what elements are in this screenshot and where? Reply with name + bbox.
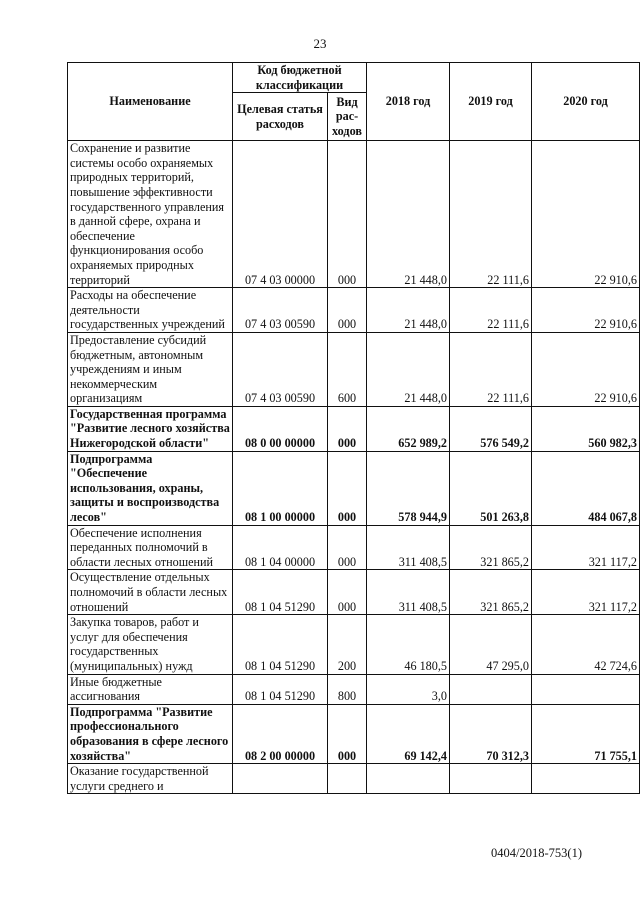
row-expense-type: 000	[328, 570, 367, 615]
header-2019: 2019 год	[450, 63, 532, 141]
row-expense-type: 000	[328, 525, 367, 570]
row-value-2020	[532, 764, 640, 794]
header-expense-type: Вид рас-ходов	[328, 93, 367, 141]
row-value-2020	[532, 674, 640, 704]
row-value-2019: 70 312,3	[450, 704, 532, 763]
table-row	[68, 525, 640, 570]
row-value-2020: 22 910,6	[532, 141, 640, 288]
page-number: 23	[313, 36, 327, 51]
row-name: Закупка товаров, работ и услуг для обеспечения государственных (муниципальных) нужд	[68, 615, 233, 674]
table-row	[68, 674, 640, 704]
row-target-code: 07 4 03 00590	[233, 332, 328, 406]
table-row	[68, 406, 640, 451]
row-expense-type: 800	[328, 674, 367, 704]
table-row	[68, 764, 640, 794]
document-id: 0404/2018-753(1)	[491, 846, 582, 860]
row-expense-type: 000	[328, 288, 367, 333]
row-value-2020: 22 910,6	[532, 332, 640, 406]
row-value-2019: 47 295,0	[450, 615, 532, 674]
row-value-2019	[450, 764, 532, 794]
row-value-2019: 501 263,8	[450, 451, 532, 525]
row-value-2018: 69 142,4	[367, 704, 450, 763]
row-target-code: 08 1 04 51290	[233, 615, 328, 674]
row-target-code: 07 4 03 00000	[233, 141, 328, 288]
table-row	[68, 615, 640, 674]
row-value-2020: 560 982,3	[532, 406, 640, 451]
row-target-code: 08 1 04 51290	[233, 570, 328, 615]
row-value-2018: 46 180,5	[367, 615, 450, 674]
row-name: Предоставление субсидий бюджетным, автономным учреждениям и иным некоммерческим организациям	[68, 332, 233, 406]
table-row	[68, 332, 640, 406]
row-value-2019: 22 111,6	[450, 141, 532, 288]
row-value-2020: 42 724,6	[532, 615, 640, 674]
header-2020: 2020 год	[532, 63, 640, 141]
header-2018: 2018 год	[367, 63, 450, 141]
row-name: Расходы на обеспечение деятельности государственных учреждений	[68, 288, 233, 333]
row-value-2018: 3,0	[367, 674, 450, 704]
row-name: Осуществление отдельных полномочий в области лесных отношений	[68, 570, 233, 615]
budget-table	[67, 62, 640, 794]
header-name: Наименование	[68, 63, 233, 141]
header-target-article: Целевая статья расходов	[233, 93, 328, 141]
row-value-2019	[450, 674, 532, 704]
row-value-2019: 22 111,6	[450, 332, 532, 406]
row-target-code	[233, 764, 328, 794]
row-target-code: 08 1 00 00000	[233, 451, 328, 525]
table-row	[68, 451, 640, 525]
row-value-2018: 21 448,0	[367, 288, 450, 333]
row-name: Сохранение и развитие системы особо охраняемых природных территорий, повышение эффективности государственного управления в данной сфере, охрана и обеспечение функционирования особо охраняемых природных территорий	[68, 141, 233, 288]
row-value-2020: 321 117,2	[532, 570, 640, 615]
row-target-code: 07 4 03 00590	[233, 288, 328, 333]
row-expense-type: 200	[328, 615, 367, 674]
table-row	[68, 288, 640, 333]
row-value-2018: 21 448,0	[367, 141, 450, 288]
row-value-2020: 71 755,1	[532, 704, 640, 763]
row-value-2018: 652 989,2	[367, 406, 450, 451]
row-expense-type: 600	[328, 332, 367, 406]
row-value-2019: 22 111,6	[450, 288, 532, 333]
row-expense-type: 000	[328, 141, 367, 288]
table-row	[68, 570, 640, 615]
row-value-2018: 578 944,9	[367, 451, 450, 525]
row-expense-type	[328, 764, 367, 794]
row-expense-type: 000	[328, 406, 367, 451]
row-value-2018: 311 408,5	[367, 570, 450, 615]
row-name: Обеспечение исполнения переданных полномочий в области лесных отношений	[68, 525, 233, 570]
row-value-2020: 321 117,2	[532, 525, 640, 570]
row-target-code: 08 1 04 00000	[233, 525, 328, 570]
row-value-2018: 311 408,5	[367, 525, 450, 570]
row-name: Государственная программа "Развитие лесного хозяйства Нижегородской области"	[68, 406, 233, 451]
row-expense-type: 000	[328, 704, 367, 763]
row-value-2018: 21 448,0	[367, 332, 450, 406]
row-value-2019: 321 865,2	[450, 525, 532, 570]
row-value-2020: 484 067,8	[532, 451, 640, 525]
row-value-2020: 22 910,6	[532, 288, 640, 333]
row-name: Подпрограмма "Развитие профессионального образования в сфере лесного хозяйства"	[68, 704, 233, 763]
row-target-code: 08 1 04 51290	[233, 674, 328, 704]
row-name: Оказание государственной услуги среднего и	[68, 764, 233, 794]
table-row	[68, 704, 640, 763]
header-code-group: Код бюджетной классификации	[233, 63, 367, 93]
table-row	[68, 141, 640, 288]
row-target-code: 08 0 00 00000	[233, 406, 328, 451]
row-value-2019: 576 549,2	[450, 406, 532, 451]
row-value-2019: 321 865,2	[450, 570, 532, 615]
row-value-2018	[367, 764, 450, 794]
row-expense-type: 000	[328, 451, 367, 525]
row-target-code: 08 2 00 00000	[233, 704, 328, 763]
row-name: Подпрограмма "Обеспечение использования, охраны, защиты и воспроизводства лесов"	[68, 451, 233, 525]
row-name: Иные бюджетные ассигнования	[68, 674, 233, 704]
